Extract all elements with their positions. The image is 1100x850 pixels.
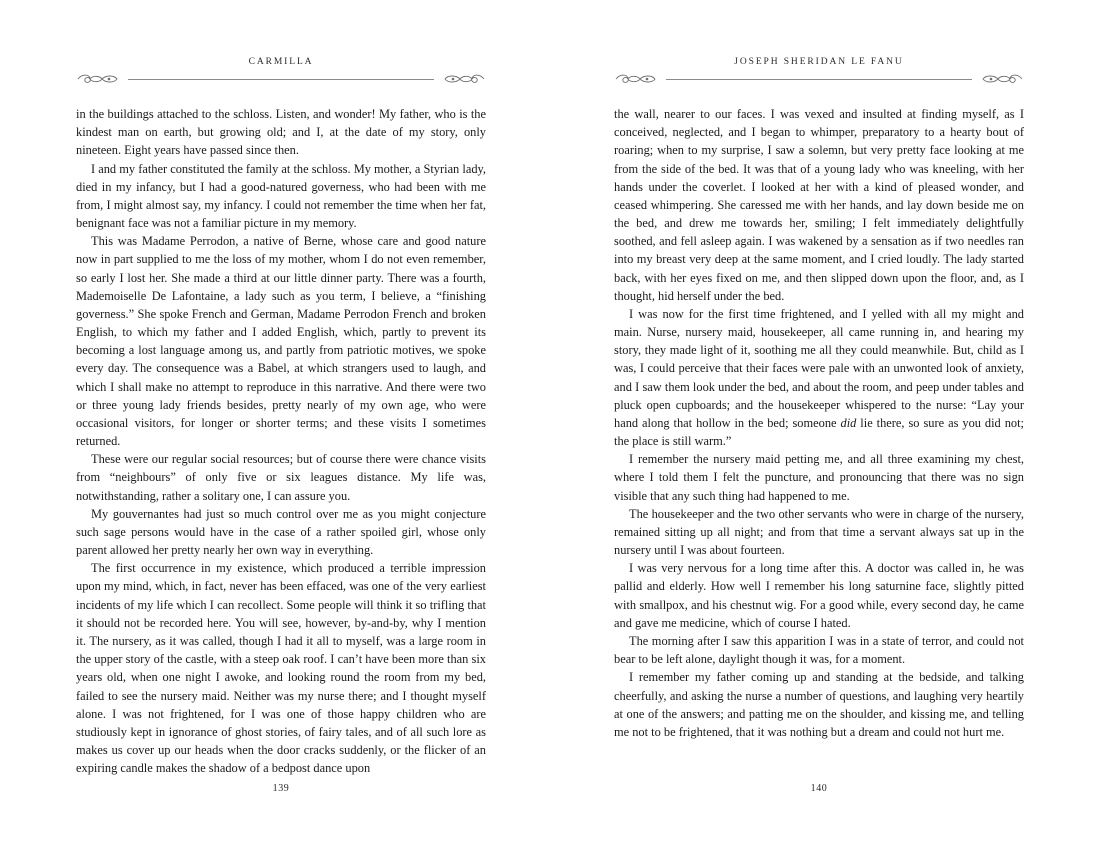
ornament-right-icon [978,72,1024,86]
header-rule-left [76,73,486,87]
body-text-left [76,105,486,777]
emphasis-word: did [840,415,857,430]
paragraph: The first occurrence in my existence, which produced a terrible impression upon my mind, which, in fact, never has been effaced, was one of the very earliest incidents of my life which I can recollect. Some people will think it so trifling that it should not be recorded here. You will see, however, by-and-by, why I mention it. The nursery, as it was called, though I had it all to myself, was a large room in the upper story of the castle, with a steep oak roof. I can’t have been more than six years old, when one night I awoke, and looking round the room from my bed, failed to see the nursery maid. Neither was my nurse there; and I thought myself alone. I was not frightened, for I was one of those happy children who are studiously kept in ignorance of ghost stories, of fairy tales, and of all such lore as makes us cover up our heads when the door cracks suddenly, or the flicker of an expiring candle makes the shadow of a bedpost dance upon [76,561,486,776]
header-rule-right [614,73,1024,87]
paragraph: I and my father constituted the family at the schloss. My mother, a Styrian lady, died in my infancy, but I had a good-natured governess, who had been with me from, I might almost say, my infancy. I could not remember the time when her fat, benignant face was not a familiar picture in my memory. [76,161,486,231]
running-head-right: JOSEPH SHERIDAN LE FANU [734,57,904,67]
page-right [550,0,1100,850]
ornament-right-icon [440,72,486,86]
paragraph: These were our regular social resources; but of course there were chance visits from “neighbours” of only five or six leagues distance. My life was, notwithstanding, rather a solitary one, I can assure you. [76,452,486,503]
ornament-left-icon [76,72,122,86]
paragraph: in the buildings attached to the schloss. Listen, and wonder! My father, who is the kindest man on earth, but growing old; and I, at the date of my story, only nineteen. Eight years have passed since then. [76,107,486,158]
paragraph: the wall, nearer to our faces. I was vexed and insulted at finding myself, as I conceived, neglected, and I began to whimper, preparatory to a hearty bout of roaring; when to my surprise, I saw a solemn, but very pretty face looking at me from the side of the bed. It was that of a young lady who was kneeling, with her hands under the coverlet. I looked at her with a kind of pleased wonder, and ceased whimpering. She caressed me with her hands, and lay down beside me on the bed, and drew me towards her, smiling; I felt immediately delightfully soothed, and fell asleep again. I was wakened by a sensation as if two needles ran into my breast very deep at the same moment, and I cried loudly. The lady started back, with her eyes fixed on me, and then slipped down upon the floor, and, as I thought, hid herself under the bed. [614,107,1024,303]
body-text-right [614,105,1024,741]
paragraph: I was very nervous for a long time after this. A doctor was called in, he was pallid and elderly. How well I remember his long saturnine face, slightly pitted with smallpox, and his chestnut wig. For a good while, every second day, he came and gave me medicine, which of course I hated. [614,561,1024,630]
paragraph: I remember the nursery maid petting me, and all three examining my chest, where I told them I felt the puncture, and pronouncing that there was no sign visible that any such thing had happened to me. [614,452,1024,503]
page-left-content [76,55,486,810]
paragraph: My gouvernantes had just so much control over me as you might conjecture such sage persons would have in the case of a rather spoiled girl, whose only parent allowed her pretty nearly her own way in everything. [76,506,486,558]
ornament-left-icon [614,72,660,86]
paragraph: I was now for the first time frightened, and I yelled with all my might and main. Nurse, nursery maid, housekeeper, all came running in, and hearing my story, they made light of it, soothing me all they could meanwhile. But, child as I was, I could perceive that their faces were pale with an unwonted look of anxiety, and I saw them look under the bed, and about the room, and peep under tables and pluck open cupboards; and the housekeeper whispered to the nurse: “Lay your hand along that hollow in the bed; someone did lie there, so sure as you did not; the place is still warm.” [614,306,1024,449]
paragraph: This was Madame Perrodon, a native of Berne, whose care and good nature now in part supplied to me the loss of my mother, whom I do not even remember, so early I lost her. She made a third at our little dinner party. There was a fourth, Mademoiselle De Lafontaine, a lady such as you term, I believe, a “finishing governess.” She spoke French and German, Madame Perrodon French and broken English, to which my father and I added English, which, partly to prevent its becoming a lost language among us, and partly from patriotic motives, we spoke every day. The consequence was a Babel, at which strangers used to laugh, and which I shall make no attempt to reproduce in this narrative. And there were two or three young lady friends besides, pretty nearly of my own age, who were occasional visitors, for longer or shorter terms; and these visits I sometimes returned. [76,234,486,449]
page-right-content [614,55,1024,810]
page-number-right: 140 [810,783,828,794]
rule-line [666,79,972,80]
page-number-left: 139 [272,783,290,794]
paragraph: The housekeeper and the two other servants who were in charge of the nursery, remained sitting up all night; and from that time a servant always sat up in the nursery until I was about fourteen. [614,506,1024,558]
paragraph: I remember my father coming up and standing at the bedside, and talking cheerfully, and asking the nurse a number of questions, and laughing very heartily at one of the answers; and patting me on the shoulder, and kissing me, and telling me not to be frightened, that it was nothing but a dream and could not hurt me. [614,670,1024,739]
running-head-left: CARMILLA [248,57,314,67]
paragraph: The morning after I saw this apparition I was in a state of terror, and could not bear to be left alone, daylight though it was, for a moment. [614,633,1024,667]
rule-line [128,79,434,80]
